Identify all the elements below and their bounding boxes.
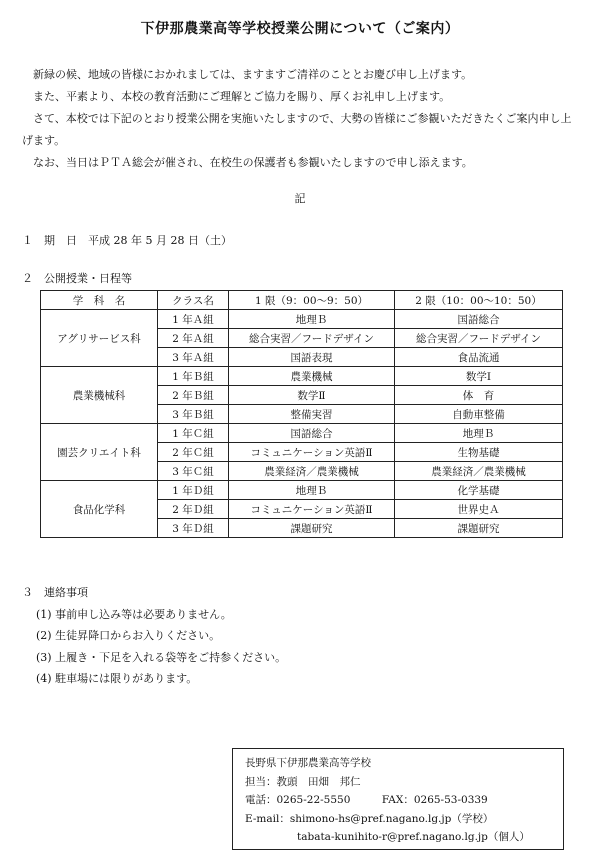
note-item: (3) 上履き・下足を入れる袋等をご持参ください。	[36, 650, 287, 664]
period2-subject: 総合実習／フードデザイン	[395, 329, 563, 348]
table-row	[41, 310, 563, 329]
notes-section	[22, 582, 286, 690]
contact-box	[232, 748, 564, 850]
class-name: 3 年Ｂ組	[158, 405, 229, 424]
schedule-table	[40, 290, 563, 538]
section2-title: ２ 公開授業・日程等	[22, 272, 132, 285]
period1-subject: 地理Ｂ	[229, 310, 395, 329]
period2-subject: 農業経済／農業機械	[395, 462, 563, 481]
class-name: 3 年Ｄ組	[158, 519, 229, 538]
class-name: 2 年Ｂ組	[158, 386, 229, 405]
class-name: 1 年Ｄ組	[158, 481, 229, 500]
contact-email-personal: tabata-kunihito-r@pref.nagano.lg.jp（個人）	[297, 831, 530, 843]
body-paragraph: なお、当日はＰＴＡ総会が催され、在校生の保護者も参観いたしますので申し添えます。	[22, 156, 473, 169]
date-line: １ 期 日 平成 28 年 5 月 28 日（土）	[22, 234, 232, 247]
class-name: 2 年Ａ組	[158, 329, 229, 348]
table-row	[41, 424, 563, 443]
class-name: 3 年Ｃ組	[158, 462, 229, 481]
contact-email-school: E-mail：shimono-hs@pref.nagano.lg.jp（学校）	[245, 812, 494, 825]
table-header-row	[41, 291, 563, 310]
period1-subject: 国語表現	[229, 348, 395, 367]
period2-subject: 数学Ⅰ	[395, 367, 563, 386]
note-item: (4) 駐車場には限りがあります。	[36, 672, 198, 685]
period2-subject: 体 育	[395, 386, 563, 405]
contact-phone: 電話：0265-22-5550 FAX：0265-53-0339	[245, 794, 488, 806]
period1-subject: 農業機械	[229, 367, 395, 386]
class-name: 3 年Ａ組	[158, 348, 229, 367]
department-name: 農業機械科	[41, 367, 158, 424]
period1-subject: 整備実習	[229, 405, 395, 424]
period1-subject: 総合実習／フードデザイン	[229, 329, 395, 348]
period2-subject: 地理Ｂ	[395, 424, 563, 443]
header-class: クラス名	[158, 291, 229, 310]
header-period1: 1 限（9：00～9：50）	[229, 291, 395, 310]
note-item: (1) 事前申し込み等は必要ありません。	[36, 607, 232, 621]
header-period2: 2 限（10：00～10：50）	[395, 291, 563, 310]
class-name: 1 年Ｃ組	[158, 424, 229, 443]
page-title: 下伊那農業高等学校授業公開について（ご案内）	[140, 21, 460, 37]
period2-subject: 化学基礎	[395, 481, 563, 500]
ki-heading: 記	[294, 192, 306, 205]
period2-subject: 国語総合	[395, 310, 563, 329]
table-row	[41, 481, 563, 500]
table-row	[41, 367, 563, 386]
body-paragraph: さて、本校では下記のとおり授業公開を実施いたしますので、大勢の皆様にご参観いただきたくご案内申し上げます。	[22, 112, 572, 147]
department-name: 園芸クリエイト科	[41, 424, 158, 481]
period1-subject: 国語総合	[229, 424, 395, 443]
period1-subject: コミュニケーション英語Ⅱ	[229, 500, 395, 519]
class-name: 2 年Ｄ組	[158, 500, 229, 519]
period1-subject: 農業経済／農業機械	[229, 462, 395, 481]
greeting-body	[22, 64, 582, 174]
body-paragraph: また、平素より、本校の教育活動にご理解とご協力を賜り、厚くお礼申し上げます。	[22, 90, 451, 103]
department-name: 食品化学科	[41, 481, 158, 538]
contact-person: 担当：教頭 田畑 邦仁	[245, 775, 361, 788]
section3-title: ３ 連絡事項	[22, 586, 88, 599]
period2-subject: 自動車整備	[395, 405, 563, 424]
department-name: アグリサービス科	[41, 310, 158, 367]
period2-subject: 世界史Ａ	[395, 500, 563, 519]
contact-school: 長野県下伊那農業高等学校	[245, 757, 371, 769]
header-department: 学 科 名	[41, 291, 158, 310]
period2-subject: 生物基礎	[395, 443, 563, 462]
body-paragraph: 新緑の候、地域の皆様におかれましては、ますますご清祥のこととお慶び申し上げます。	[22, 68, 473, 81]
period1-subject: 数学Ⅱ	[229, 386, 395, 405]
period1-subject: コミュニケーション英語Ⅱ	[229, 443, 395, 462]
period1-subject: 地理Ｂ	[229, 481, 395, 500]
period1-subject: 課題研究	[229, 519, 395, 538]
period2-subject: 食品流通	[395, 348, 563, 367]
note-item: (2) 生徒昇降口からお入りください。	[36, 629, 221, 642]
period2-subject: 課題研究	[395, 519, 563, 538]
class-name: 1 年Ｂ組	[158, 367, 229, 386]
class-name: 2 年Ｃ組	[158, 443, 229, 462]
class-name: 1 年Ａ組	[158, 310, 229, 329]
